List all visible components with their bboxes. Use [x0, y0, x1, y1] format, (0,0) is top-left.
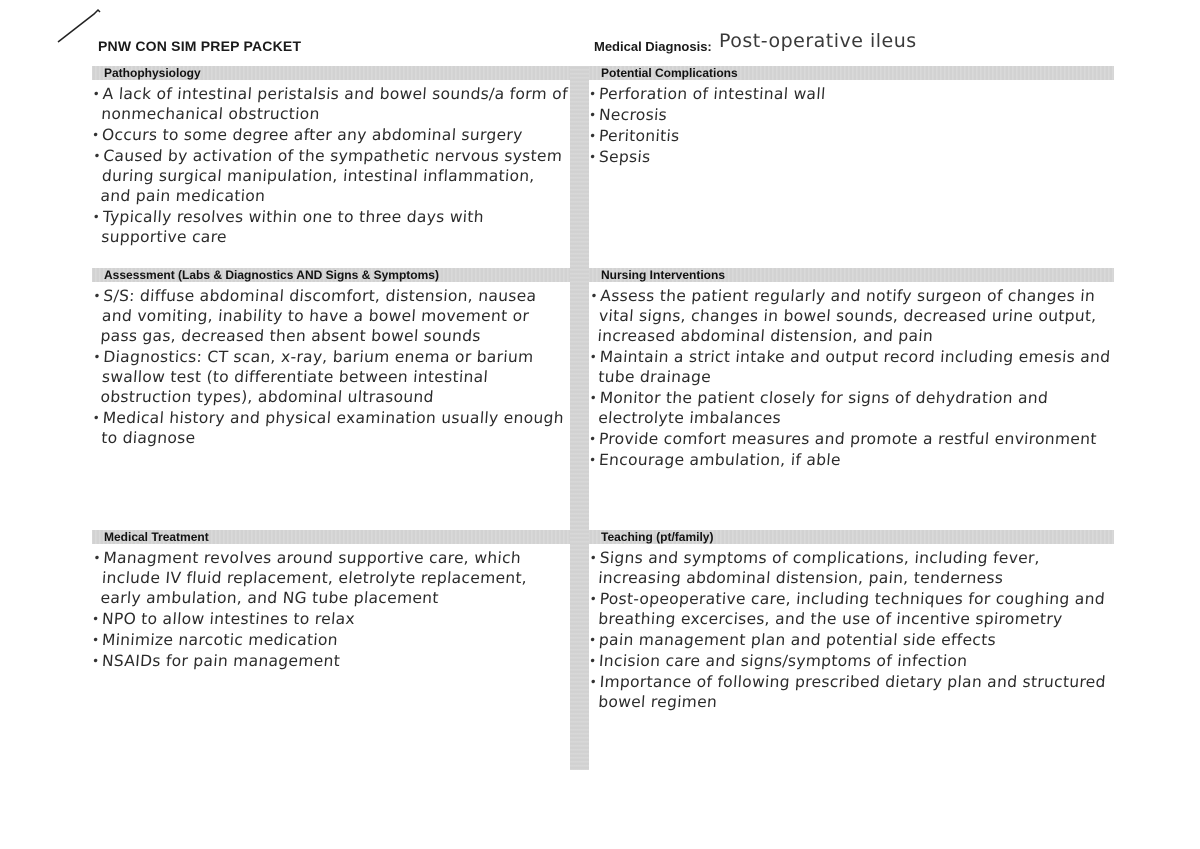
list-item: • NSAIDs for pain management — [91, 651, 570, 671]
list-item: • Occurs to some degree after any abdominal surgery — [91, 125, 570, 145]
section-nursing-interventions — [589, 268, 1114, 528]
list-item: • Perforation of intestinal wall — [588, 84, 1114, 104]
list-item: • pain management plan and potential side effects — [588, 630, 1114, 650]
pathophysiology-list — [92, 80, 570, 247]
list-item: • Assess the patient regularly and notify surgeon of changes in vital signs, changes in bowel sounds, decreased urine output, increased abdominal distension, and pain — [587, 286, 1116, 346]
list-item: • Medical history and physical examination usually enough to diagnose — [91, 408, 572, 448]
section-header-complications: Potential Complications — [589, 66, 1114, 80]
section-teaching — [589, 530, 1114, 770]
teaching-list — [589, 544, 1114, 712]
section-header-interventions: Nursing Interventions — [589, 268, 1114, 282]
prep-grid — [92, 66, 1114, 770]
list-item: • Necrosis — [588, 105, 1114, 125]
section-header-treatment: Medical Treatment — [92, 530, 570, 544]
list-item: • Managment revolves around supportive care, which include IV fluid replacement, eletrolyte replacement, early ambulation, and NG tube placement — [90, 548, 572, 608]
list-item: • Minimize narcotic medication — [91, 630, 570, 650]
column-divider — [570, 66, 589, 770]
list-item: • Post-opeoperative care, including techniques for coughing and breathing excercises, and the use of incentive spirometry — [588, 589, 1116, 629]
list-item: • Signs and symptoms of complications, including fever, increasing abdominal distension, pain, tenderness — [588, 548, 1116, 588]
complications-list — [589, 80, 1114, 167]
section-medical-treatment — [92, 530, 570, 770]
list-item: • S/S: diffuse abdominal discomfort, distension, nausea and vomiting, inability to have a bowel movement or pass gas, decreased then absent bowel sounds — [90, 286, 572, 346]
list-item: • Encourage ambulation, if able — [588, 450, 1114, 470]
section-assessment — [92, 268, 570, 528]
interventions-list — [589, 282, 1114, 470]
list-item: • Maintain a strict intake and output record including emesis and tube drainage — [588, 347, 1116, 387]
list-item: • Sepsis — [588, 147, 1114, 167]
medical-diagnosis-label: Medical Diagnosis: — [594, 39, 712, 54]
assessment-list — [92, 282, 570, 448]
list-item: • Provide comfort measures and promote a restful environment — [588, 429, 1114, 449]
list-item: • Peritonitis — [588, 126, 1114, 146]
medical-diagnosis-value: Post-operative ileus — [719, 30, 917, 52]
section-potential-complications — [589, 66, 1114, 266]
list-item: • Typically resolves within one to three days with supportive care — [91, 207, 572, 247]
list-item: • Incision care and signs/symptoms of infection — [588, 651, 1114, 671]
section-pathophysiology — [92, 66, 570, 266]
list-item: • Caused by activation of the sympathetic nervous system during surgical manipulation, intestinal inflammation, and pain medication — [90, 146, 572, 206]
list-item: • Monitor the patient closely for signs of dehydration and electrolyte imbalances — [588, 388, 1116, 428]
section-header-teaching: Teaching (pt/family) — [589, 530, 1114, 544]
packet-title: PNW CON SIM PREP PACKET — [98, 38, 302, 54]
section-header-assessment: Assessment (Labs & Diagnostics AND Signs & Symptoms) — [92, 268, 570, 282]
section-header-pathophysiology: Pathophysiology — [92, 66, 570, 80]
pen-stroke-mark — [56, 8, 104, 44]
list-item: • NPO to allow intestines to relax — [91, 609, 570, 629]
list-item: • Diagnostics: CT scan, x-ray, barium enema or barium swallow test (to differentiate between intestinal obstruction types), abdominal ultrasound — [90, 347, 572, 407]
list-item: • Importance of following prescribed dietary plan and structured bowel regimen — [588, 672, 1116, 712]
treatment-list — [92, 544, 570, 671]
list-item: • A lack of intestinal peristalsis and bowel sounds/a form of nonmechanical obstruction — [91, 84, 572, 124]
